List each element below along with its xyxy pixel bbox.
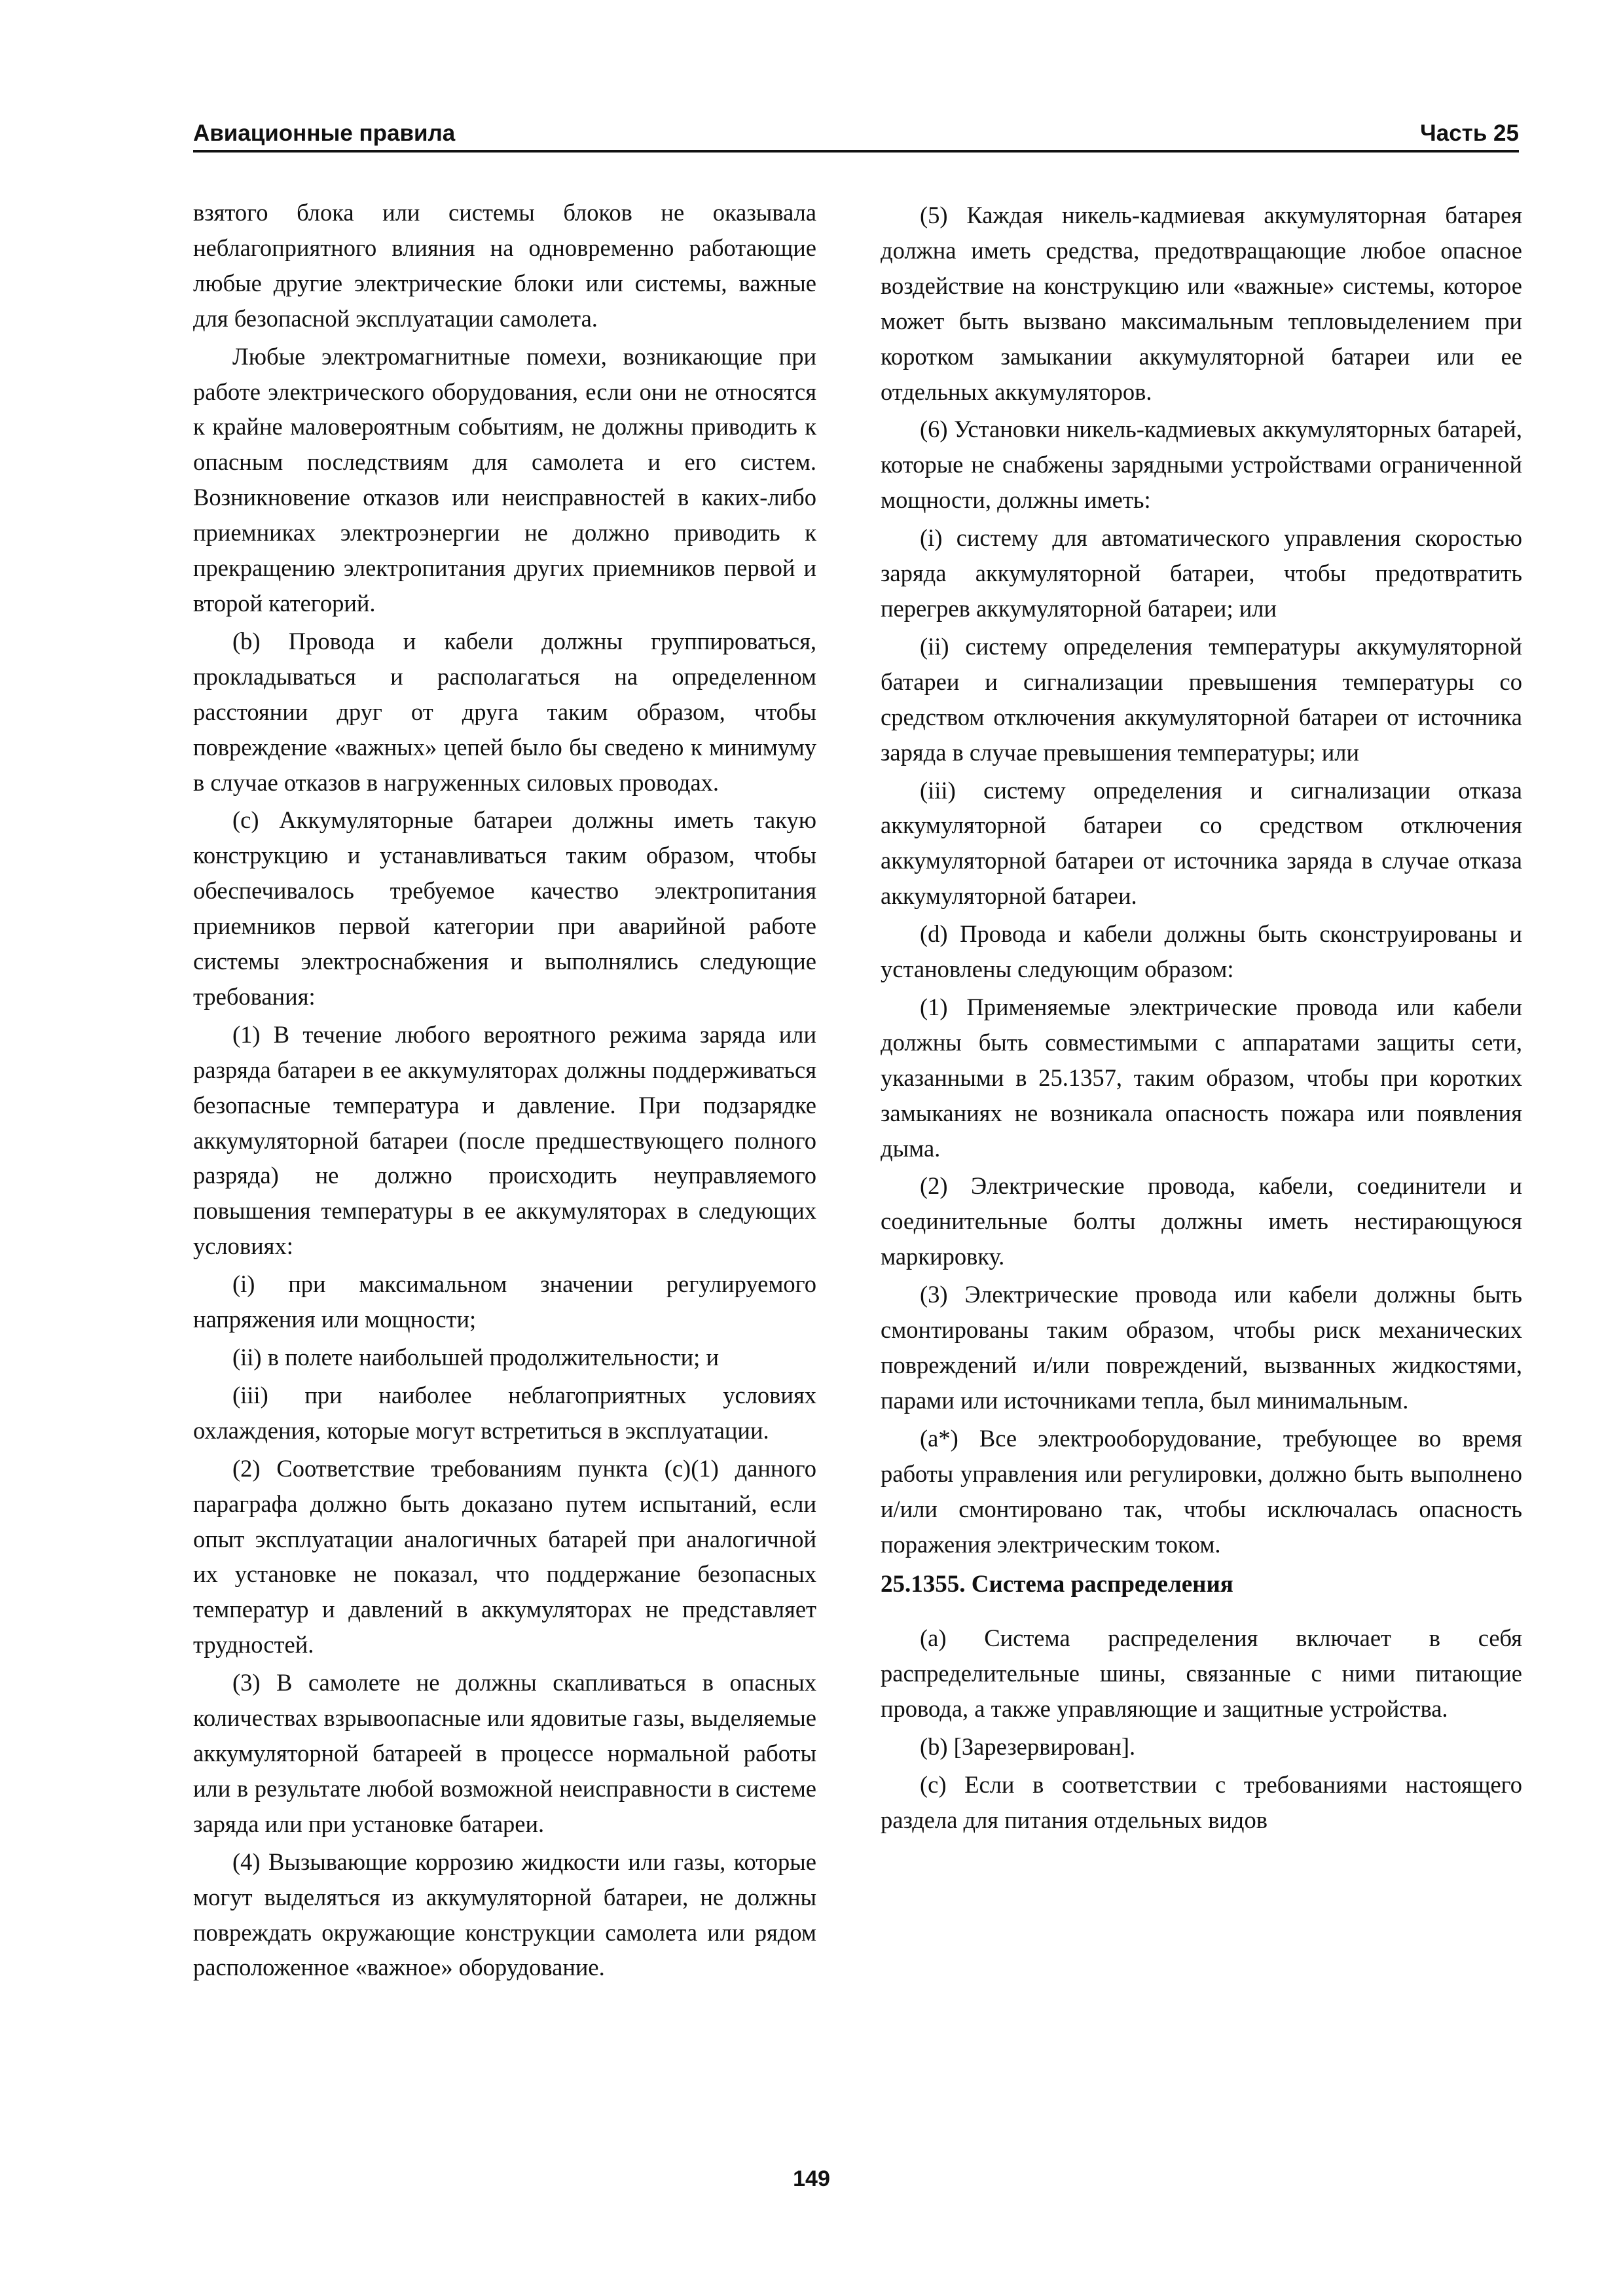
paragraph: (i) систему для автоматического управления скоростью заряда аккумуляторной батареи, чтобы предотвратить перегрев аккумуляторной батареи; или bbox=[881, 524, 1522, 622]
paragraph: (5) Каждая никель-кадмиевая аккумуляторная батарея должна иметь средства, предотвращающие любое опасное воздействие на конструкцию или «важные» системы, которое может быть вызвано максимальным тепловыделением при коротком замыкании аккумуляторной батареи или ее отдельных аккумуляторов. bbox=[881, 202, 1522, 405]
left-column bbox=[193, 195, 816, 1985]
paragraph: (b) [Зарезервирован]. bbox=[920, 1733, 1136, 1761]
paragraph: (6) Установки никель-кадмиевых аккумуляторных батарей, которые не снабжены зарядными устройствами ограниченной мощности, должны иметь: bbox=[881, 416, 1522, 514]
paragraph: (c) Аккумуляторные батареи должны иметь такую конструкцию и устанавливаться таким образом, чтобы обеспечивалось требуемое качество электропитания приемников первой категории при аварийной работе системы электроснабжения и выполнялись следующие требования: bbox=[193, 806, 816, 1010]
paragraph: (1) В течение любого вероятного режима заряда или разряда батареи в ее аккумуляторах должны поддерживаться безопасные температура и давление. При подзарядке аккумуляторной батареи (после предшествующего полного разряда) не должно происходить неуправляемого повышения температуры в ее аккумуляторах в следующих условиях: bbox=[193, 1020, 816, 1260]
paragraph: (1) Применяемые электрические провода или кабели должны быть совместимыми с аппаратами защиты сети, указанными в 25.1357, таким образом, чтобы при коротких замыканиях не возникала опасность пожара или появления дыма. bbox=[881, 993, 1522, 1162]
header-part: Часть 25 bbox=[1420, 120, 1519, 146]
paragraph: (iii) систему определения и сигнализации отказа аккумуляторной батареи со средством отключения аккумуляторной батареи от источника заряда в случае отказа аккумуляторной батареи. bbox=[881, 776, 1522, 910]
paragraph: (c) Если в соответствии с требованиями настоящего раздела для питания отдельных видов bbox=[881, 1771, 1522, 1833]
paragraph: (a*) Все электрооборудование, требующее во время работы управления или регулировки, должно быть выполнено и/или смонтировано так, чтобы исключалась опасность поражения электрическим током. bbox=[881, 1424, 1522, 1558]
paragraph: (iii) при наиболее неблагоприятных условиях охлаждения, которые могут встретиться в эксплуатации. bbox=[193, 1381, 816, 1444]
section-heading: 25.1355. Система распределения bbox=[881, 1571, 1233, 1598]
paragraph: (b) Провода и кабели должны группироваться, прокладываться и располагаться на определенном расстоянии друг от друга таким образом, чтобы повреждение «важных» цепей было бы сведено к минимуму в случае отказов в нагруженных силовых проводах. bbox=[193, 627, 816, 796]
paragraph: (4) Вызывающие коррозию жидкости или газы, которые могут выделяться из аккумуляторной батареи, не должны повреждать окружающие конструкции самолета или рядом расположенное «важное» оборудование. bbox=[193, 1848, 816, 1981]
paragraph: (ii) в полете наибольшей продолжительности; и bbox=[232, 1344, 719, 1371]
paragraph: (2) Соответствие требованиям пункта (c)(1) данного параграфа должно быть доказано путем испытаний, если опыт эксплуатации аналогичных батарей при аналогичной их установке не показал, что поддержание безопасных температур и давлений в аккумуляторах не представляет трудностей. bbox=[193, 1454, 816, 1659]
paragraph: взятого блока или системы блоков не оказывала неблагоприятного влияния на одновременно работающие любые другие электрические блоки или системы, важные для безопасной эксплуатации самолета. bbox=[193, 199, 816, 332]
header-rule bbox=[193, 150, 1519, 152]
page-number: 149 bbox=[793, 2166, 830, 2191]
paragraph: (d) Провода и кабели должны быть сконструированы и установлены следующим образом: bbox=[881, 920, 1522, 983]
paragraph: (2) Электрические провода, кабели, соединители и соединительные болты должны иметь нестирающуюся маркировку. bbox=[881, 1172, 1522, 1270]
header-title: Авиационные правила bbox=[193, 120, 456, 146]
right-column bbox=[881, 195, 1522, 1838]
running-header bbox=[193, 118, 1519, 149]
paragraph: Любые электромагнитные помехи, возникающие при работе электрического оборудования, если они не относятся к крайне маловероятным событиям, не должны приводить к опасным последствиям для самолета и его систем. Возникновение отказов или неисправностей в каких-либо приемниках электроэнергии не должно приводить к прекращению электропитания других приемников первой и второй категорий. bbox=[193, 342, 816, 617]
paragraph: (3) Электрические провода или кабели должны быть смонтированы таким образом, чтобы риск механических повреждений и/или повреждений, вызванных жидкостями, парами или источниками тепла, был минимальным. bbox=[881, 1281, 1522, 1414]
paragraph: (ii) систему определения температуры аккумуляторной батареи и сигнализации превышения температуры со средством отключения аккумуляторной батареи от источника заряда в случае превышения температуры; или bbox=[881, 632, 1522, 766]
paragraph: (a) Система распределения включает в себя распределительные шины, связанные с ними питающие провода, а также управляющие и защитные устройства. bbox=[881, 1624, 1522, 1723]
paragraph: (3) В самолете не должны скапливаться в опасных количествах взрывоопасные или ядовитые газы, выделяемые аккумуляторной батареей в процессе нормальной работы или в результате любой возможной неисправности в системе заряда или при установке батареи. bbox=[193, 1669, 816, 1837]
paragraph: (i) при максимальном значении регулируемого напряжения или мощности; bbox=[193, 1270, 816, 1333]
